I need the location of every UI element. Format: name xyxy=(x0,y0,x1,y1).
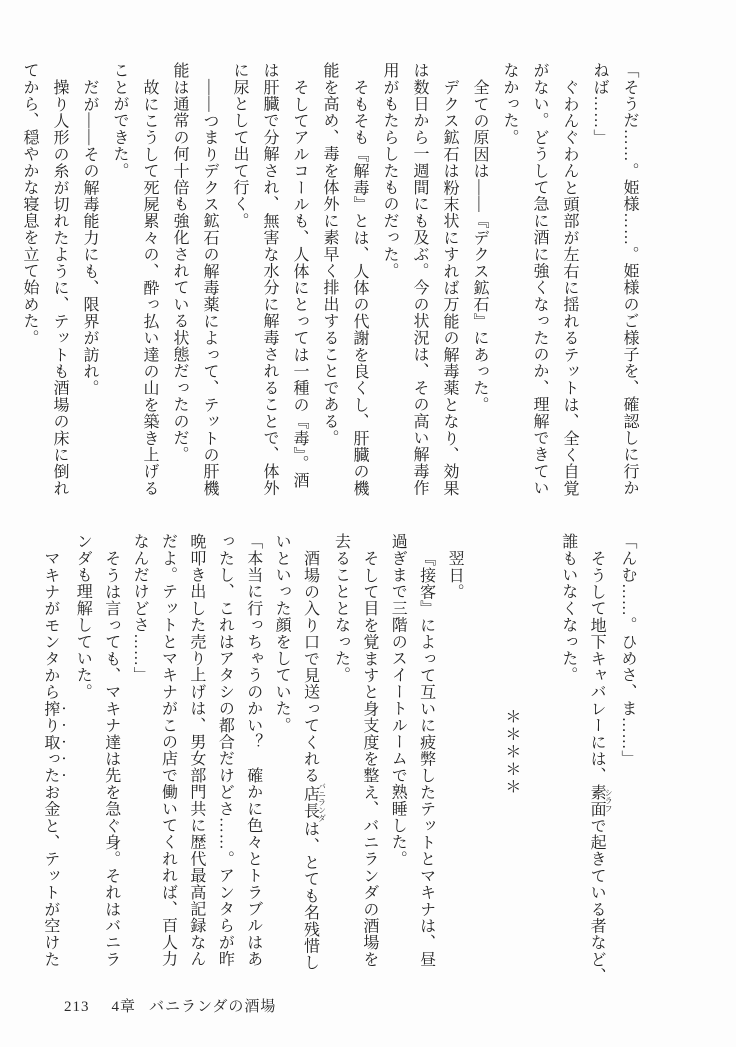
text-line: ねば……」 xyxy=(591,62,608,146)
text-line: 過ぎまで三階のスイートルームで熟睡した。 xyxy=(389,533,407,867)
text-line: 「本当に行っちゃうのかい？ 確かに色々とトラブルはあ xyxy=(244,533,262,968)
text-line: ことができた。 xyxy=(111,62,128,179)
blank-line xyxy=(468,533,496,971)
text-segment: お金と、テットが空けた xyxy=(41,783,59,968)
text-line: だが――その解毒能力にも、限界が訪れ。 xyxy=(81,78,98,396)
text-line: そうは言っても、マキナ達は先を急ぐ身。それはバニラ xyxy=(102,549,120,968)
text-line: 故にこうして死屍累々の、酔っ払い達の山を築き上げる xyxy=(141,78,158,497)
text-line: ったし、これはアタシの都合だけどさ……。アンタらが昨 xyxy=(216,533,234,968)
text-segment: で起きている者など、 xyxy=(588,816,606,984)
lower-text-block xyxy=(35,533,641,984)
text-segment: マキナがモンタから xyxy=(41,549,59,700)
text-line: いといった顔をしていた。 xyxy=(273,533,291,734)
text-line: 操り人形の糸が切れたように、テットも酒場の床に倒れ xyxy=(51,78,68,497)
text-line xyxy=(35,533,67,971)
text-line: てから、穏やかな寝息を立て始めた。 xyxy=(21,62,38,346)
text-line: は数日から一週間にも及ぶ。今の状況は、その高い解毒作 xyxy=(411,62,428,497)
furigana-ruby: 素面 シラフ xyxy=(588,783,614,817)
scene-break-separator: ＊＊＊＊＊ xyxy=(502,708,520,796)
page-footer xyxy=(64,995,276,1016)
furigana-ruby: 店長 バニランダ xyxy=(301,781,327,822)
text-line: ぐわんぐわんと頭部が左右に揺れるテットは、全く自覚 xyxy=(561,78,578,497)
text-segment: は、とても名残惜し xyxy=(301,820,319,971)
text-line: なかった。 xyxy=(501,62,518,146)
chapter-title: バニランダの酒場 xyxy=(149,999,277,1015)
text-line: だよ。テットとマキナがこの店で働いてくれれば、百人力 xyxy=(159,533,177,968)
text-line: 誰もいなくなった。 xyxy=(559,533,577,684)
text-line: は肝臓で分解され、無害な水分に解毒されることで、体外 xyxy=(261,62,278,497)
text-line: ンダも理解していた。 xyxy=(74,533,92,700)
text-line: なんだけどさ……」 xyxy=(131,533,149,684)
text-line: に尿として出て行く。 xyxy=(231,62,248,229)
text-line: そしてアルコールも、人体にとっては一種の『毒』。酒 xyxy=(291,78,308,489)
text-line: そもそも『解毒』とは、人体の代謝を良くし、肝臓の機 xyxy=(351,78,368,497)
blank-line xyxy=(525,533,553,971)
text-line: 用がもたらしたものだった。 xyxy=(381,62,398,280)
text-line xyxy=(295,533,326,971)
text-line: デクス鉱石は粉末状にすれば万能の解毒薬となり、効果 xyxy=(441,78,458,497)
text-line: 「そうだ……。姫様……。姫様のご様子を、確認しに行か xyxy=(621,62,638,497)
page-number: 213 xyxy=(64,999,90,1015)
text-line: 能を高め、毒を体外に素早く排出することである。 xyxy=(321,62,338,447)
text-line: がない。どうして急に酒に強くなったのか、理解できてい xyxy=(531,62,548,497)
text-line: 晩叩き出した売り上げは、男女部門共に歴代最高記録なん xyxy=(187,533,205,968)
text-line xyxy=(582,533,614,984)
text-segment: 酒場の入り口で見送ってくれる xyxy=(301,549,319,784)
chapter-number: 4章 xyxy=(111,999,137,1015)
text-segment: そうして地下キャバレーには、 xyxy=(588,549,606,784)
text-line: 全ての原因は――『デクス鉱石』にあった。 xyxy=(471,78,488,413)
text-line: 「んむ……。ひめさ、ま……」 xyxy=(619,533,636,767)
emphasized-text: 搾り取った xyxy=(41,700,59,784)
text-line: ――つまりデクス鉱石の解毒薬によって、テットの肝機 xyxy=(201,78,218,497)
text-line: 翌日。 xyxy=(446,549,464,600)
upper-text-block xyxy=(14,62,644,500)
text-line: 去ることとなった。 xyxy=(332,533,350,684)
text-line: 能は通常の何十倍も強化されている状態だったのだ。 xyxy=(171,62,188,463)
text-line: そして目を覚ますと身支度を整え、バニランダの酒場を xyxy=(360,549,378,968)
text-line: 『接客』によって互いに疲弊したテットとマキナは、昼 xyxy=(417,549,435,968)
